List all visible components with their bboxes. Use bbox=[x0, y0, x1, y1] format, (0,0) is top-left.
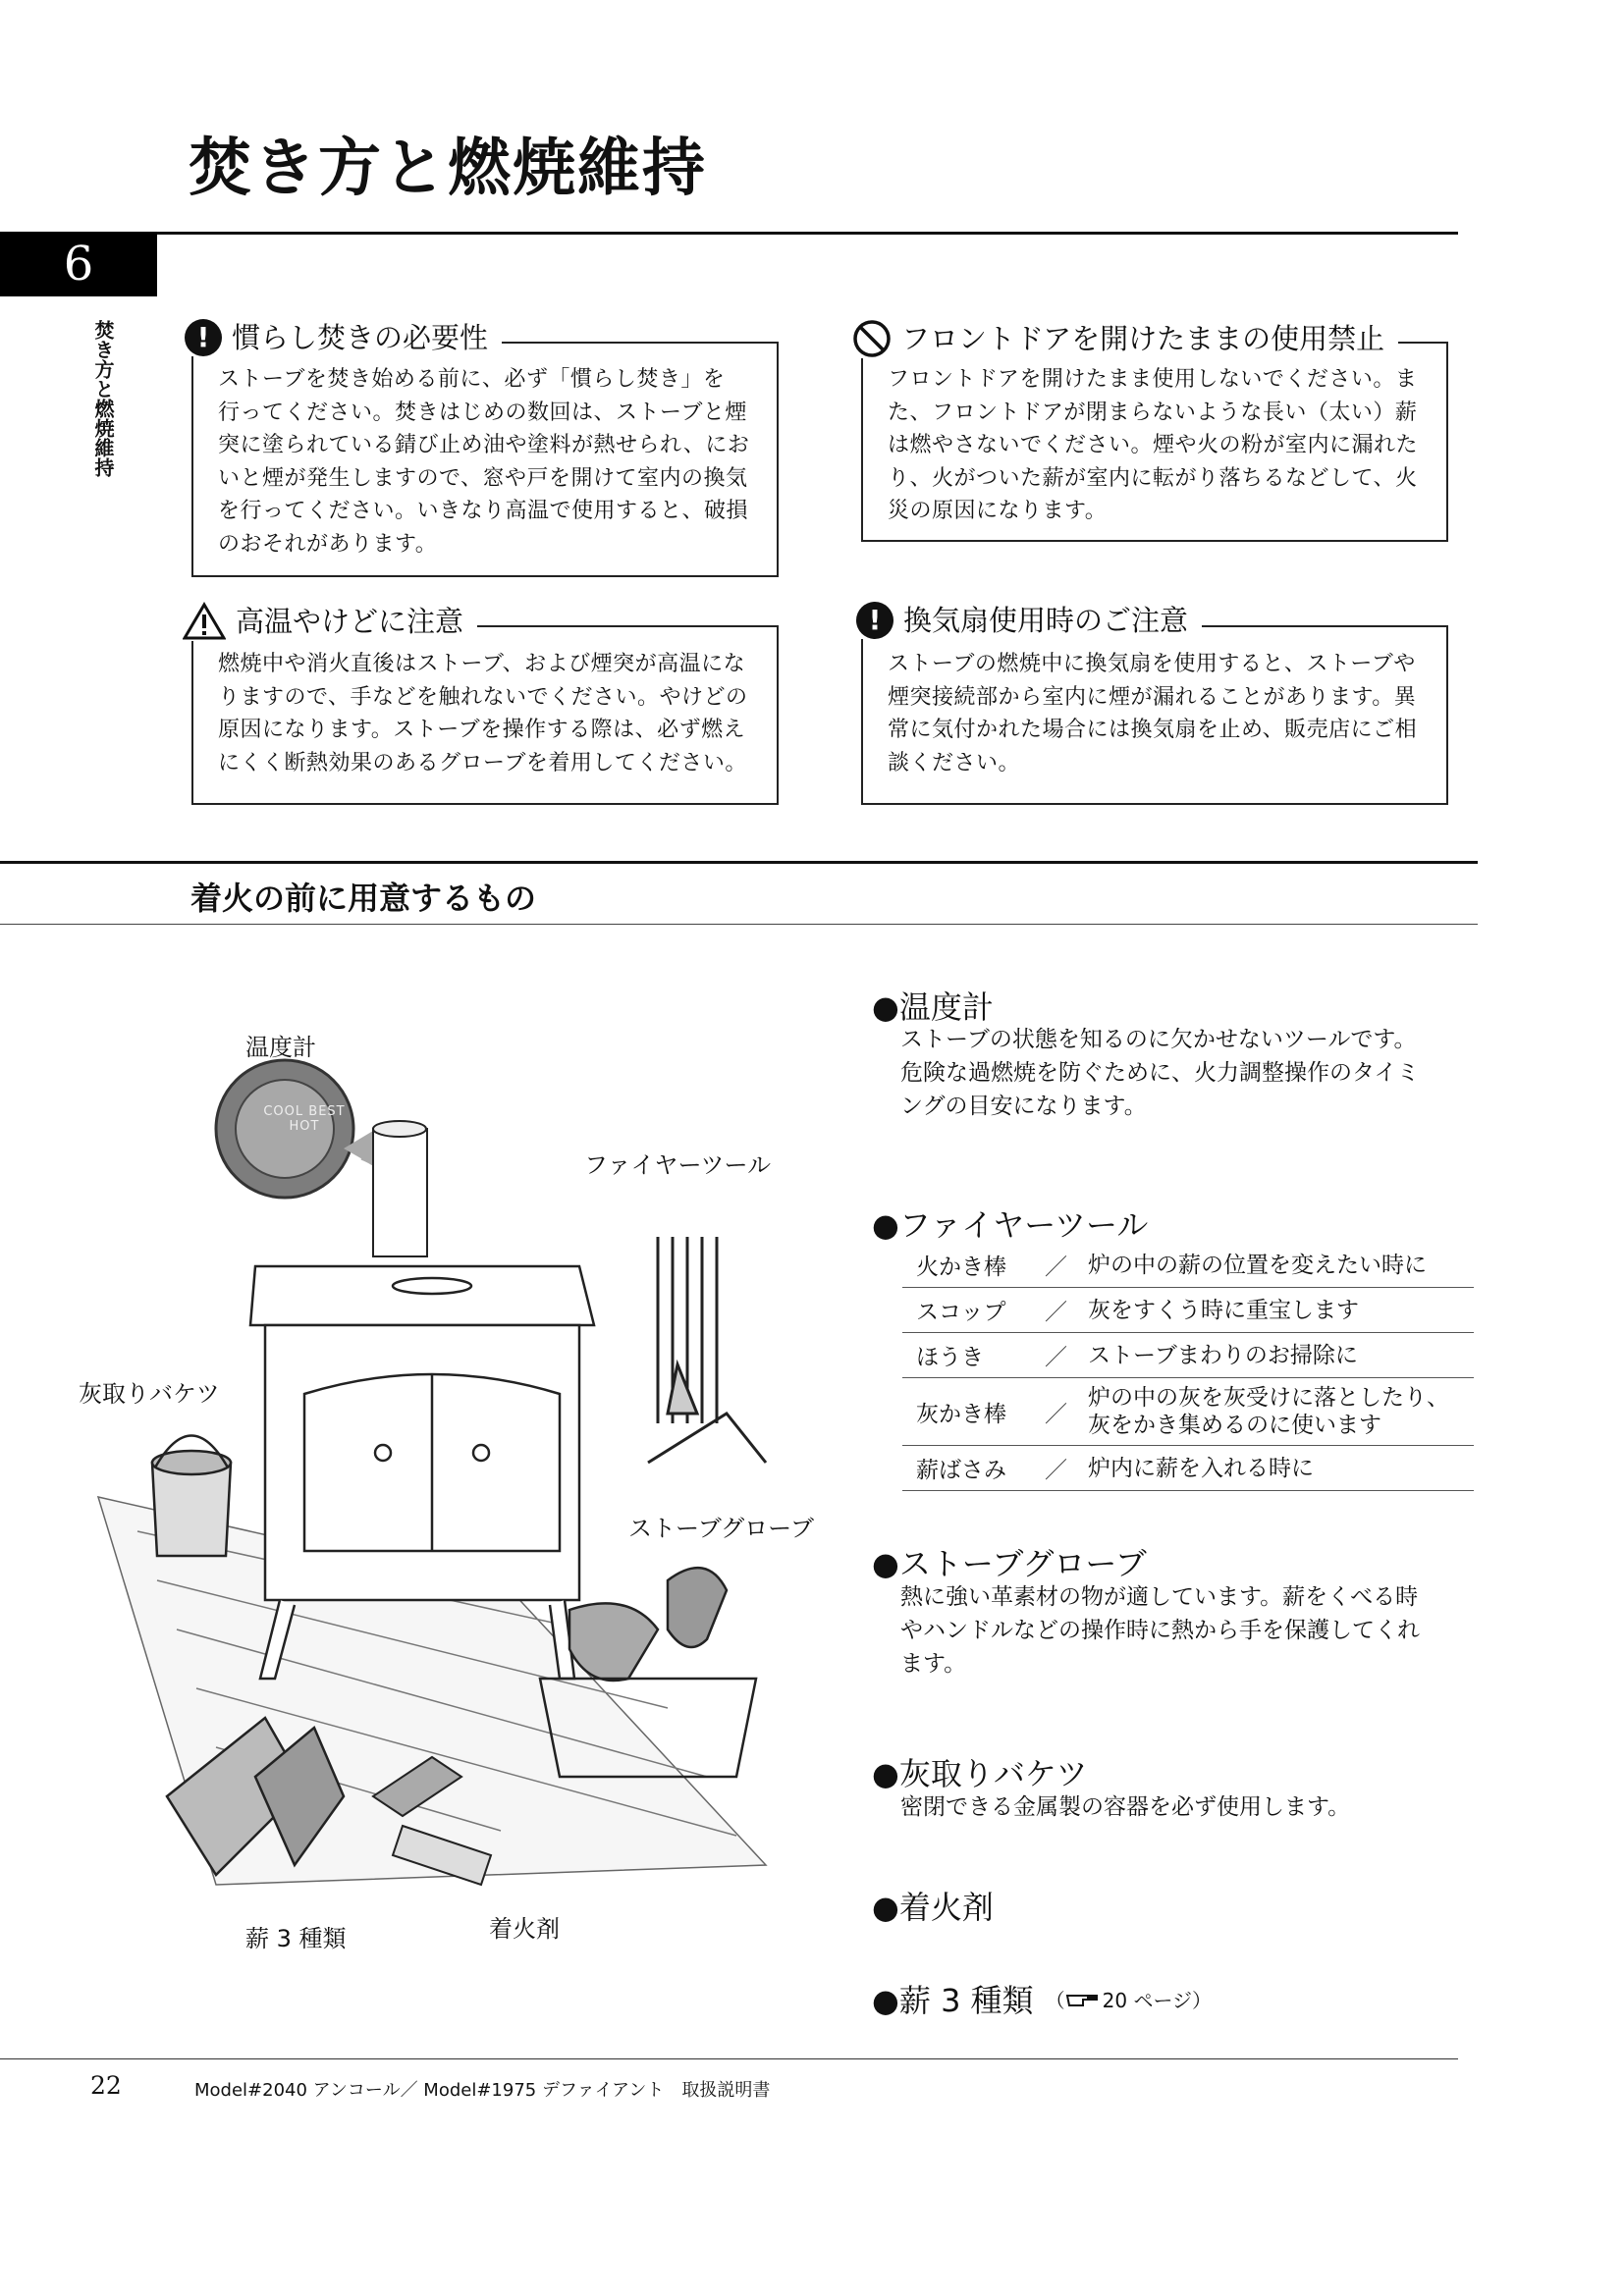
notice-line: のおそれがあります。 bbox=[218, 531, 438, 557]
notice-title: 慣らし焚きの必要性 bbox=[232, 320, 489, 354]
exclamation-icon: ! bbox=[856, 602, 893, 639]
notice-line: 常に気付かれた場合には換気扇を止め、販売店にご相 bbox=[888, 718, 1418, 742]
label-fire-tools: ファイヤーツール bbox=[584, 1151, 772, 1179]
notice-title: フロントドアを開けたままの使用禁止 bbox=[901, 321, 1385, 355]
notice-line: た、フロントドアが閉まらないような長い（太い）薪 bbox=[888, 400, 1418, 425]
ash-bucket-drawing bbox=[152, 1436, 231, 1557]
section-rule-top bbox=[0, 861, 1478, 864]
notice-break-in-body bbox=[218, 363, 768, 561]
exclamation-icon: ! bbox=[185, 319, 222, 356]
item-thermometer-title: ●温度計 bbox=[872, 988, 994, 1026]
notice-line: 燃焼中や消火直後はストーブ、および煙突が高温にな bbox=[218, 652, 746, 676]
footer-rule bbox=[0, 2058, 1458, 2059]
stove-illustration bbox=[79, 1001, 835, 1904]
notice-line: 談ください。 bbox=[888, 750, 1021, 775]
notice-burns-header bbox=[183, 602, 477, 641]
notice-line: 災の原因になります。 bbox=[888, 499, 1108, 523]
item-firewood-title: ●薪 3 種類 bbox=[872, 1982, 1034, 2019]
notice-ventilation-body bbox=[888, 648, 1437, 779]
item-thermometer-body: ストーブの状態を知るのに欠かせないツールです。 危険な過燃焼を防ぐために、火力調整操作のタイミ ングの目安になります。 bbox=[900, 1027, 1420, 1119]
label-thermometer: 温度計 bbox=[245, 1034, 316, 1061]
table-row: スコップ ／ 灰をすくう時に重宝します bbox=[902, 1288, 1474, 1333]
prohibition-icon bbox=[852, 319, 892, 358]
notice-line: 煙突接続部から室内に煙が漏れることがあります。異 bbox=[888, 684, 1417, 710]
table-row: 火かき棒 ／ 炉の中の薪の位置を変えたい時に bbox=[902, 1243, 1474, 1288]
notice-line: フロントドアを開けたまま使用しないでください。ま bbox=[888, 367, 1418, 392]
section-rule-bottom bbox=[0, 924, 1478, 925]
item-ash-bucket-body: 密閉できる金属製の容器を必ず使用します。 bbox=[900, 1794, 1351, 1820]
label-firewood: 薪 3 種類 bbox=[245, 1925, 347, 1952]
fire-tools-table bbox=[902, 1243, 1474, 1491]
table-row: ほうき ／ ストーブまわりのお掃除に bbox=[902, 1333, 1474, 1378]
notice-line: いと煙が発生しますので、窓や戸を開けて室内の換気 bbox=[218, 465, 748, 491]
section-title: 着火の前に用意するもの bbox=[190, 880, 537, 917]
notice-front-door-header bbox=[852, 319, 1398, 358]
notice-line: ストーブを焚き始める前に、必ず「慣らし焚き」を bbox=[218, 367, 726, 392]
side-tab-label: 焚き方と燃焼維持 bbox=[91, 320, 115, 477]
notice-line: は燃やさないでください。煙や火の粉が室内に漏れた bbox=[888, 433, 1419, 457]
table-row: 薪ばさみ ／ 炉内に薪を入れる時に bbox=[902, 1446, 1474, 1491]
notice-line: にくく断熱効果のあるグローブを着用してください。 bbox=[218, 750, 747, 775]
page-number: 22 bbox=[90, 2071, 122, 2100]
item-gloves-title: ●ストーブグローブ bbox=[872, 1545, 1147, 1582]
thermometer-dial-text: COOL BEST HOT bbox=[263, 1104, 346, 1134]
notice-title: 高温やけどに注意 bbox=[236, 604, 464, 638]
table-row: 灰かき棒 ／ 炉の中の灰を灰受けに落としたり、灰をかき集めるのに使います bbox=[902, 1378, 1474, 1446]
item-gloves-body: 熱に強い革素材の物が適しています。薪をくべる時 やハンドルなどの操作時に熱から手を保護してくれ ます。 bbox=[900, 1584, 1420, 1677]
notice-line: ストーブの燃焼中に換気扇を使用すると、ストーブや bbox=[888, 652, 1416, 676]
pointing-hand-icon bbox=[1065, 1988, 1099, 2009]
notice-front-door-body bbox=[888, 363, 1437, 528]
label-gloves: ストーブグローブ bbox=[628, 1515, 814, 1542]
page-title: 焚き方と燃焼維持 bbox=[189, 132, 707, 205]
notice-line: りますので、手などを触れないでください。やけどの bbox=[218, 684, 748, 710]
notice-ventilation-header bbox=[856, 602, 1202, 639]
fire-tools-drawing bbox=[648, 1237, 766, 1463]
label-ash-bucket: 灰取りバケツ bbox=[79, 1380, 220, 1408]
firewood-ref-open: （ bbox=[1045, 1988, 1065, 2012]
notice-line: 行ってください。焚きはじめの数回は、ストーブと煙 bbox=[218, 400, 747, 425]
item-fire-tools-title: ●ファイヤーツール bbox=[872, 1206, 1149, 1244]
footer-text: Model#2040 アンコール／ Model#1975 デファイアント 取扱説明書 bbox=[194, 2080, 771, 2101]
firewood-ref-link[interactable]: 20 ページ） bbox=[1102, 1988, 1213, 2012]
warning-triangle-icon bbox=[183, 602, 226, 641]
notice-line: 原因になります。ストーブを操作する際は、必ず燃え bbox=[218, 718, 746, 742]
notice-burns-body bbox=[218, 648, 768, 779]
chapter-number: 6 bbox=[0, 232, 157, 296]
item-firewood-row bbox=[872, 1976, 1212, 2021]
notice-line: り、火がついた薪が室内に転がり落ちるなどして、火 bbox=[888, 465, 1418, 491]
notice-title: 換気扇使用時のご注意 bbox=[903, 603, 1189, 637]
notice-break-in-header bbox=[185, 319, 502, 356]
item-ash-bucket-title: ●灰取りバケツ bbox=[872, 1755, 1088, 1792]
title-rule bbox=[157, 232, 1458, 235]
notice-line: 突に塗られている錆び止め油や塗料が熱せられ、にお bbox=[218, 433, 750, 457]
label-fire-starter: 着火剤 bbox=[489, 1915, 560, 1943]
item-fire-starter-title: ●着火剤 bbox=[872, 1889, 994, 1926]
notice-line: を行ってください。いきなり高温で使用すると、破損 bbox=[218, 499, 749, 523]
